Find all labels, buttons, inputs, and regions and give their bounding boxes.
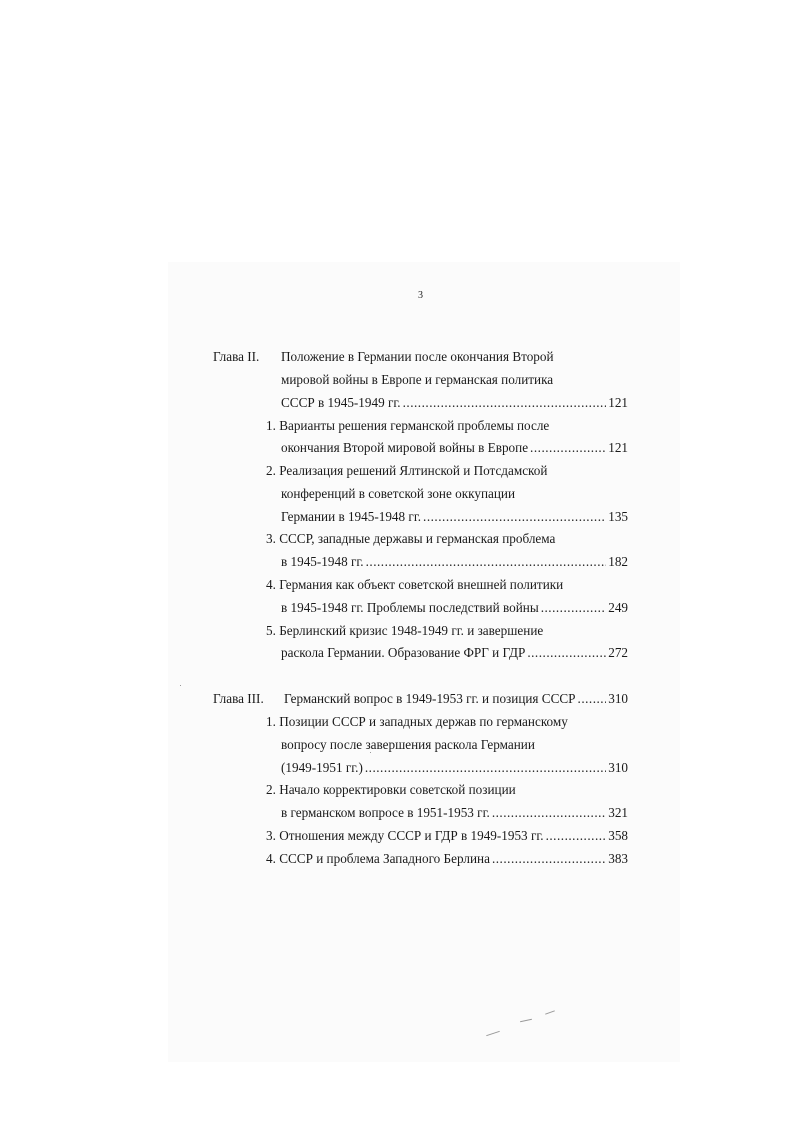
page-ref: 121 [608, 395, 628, 410]
chapter-title-line: Положение в Германии после окончания Второй [281, 349, 554, 364]
section-line: в германском вопросе в 1951-1953 гг. [281, 805, 490, 820]
toc-entry [266, 828, 628, 844]
toc-entry [281, 645, 628, 661]
leader-dots [541, 600, 607, 616]
page-ref: 272 [608, 645, 628, 660]
section-line: в 1945-1948 гг. [281, 554, 364, 569]
toc-entry [281, 554, 628, 570]
section-line: 2. Начало корректировки советской позиции [266, 782, 516, 797]
page-ref: 121 [608, 440, 628, 455]
leader-dots [423, 509, 606, 525]
section-line: раскола Германии. Образование ФРГ и ГДР [281, 645, 526, 660]
toc-entry [284, 691, 628, 707]
scan-mark [180, 685, 181, 686]
leader-dots [492, 851, 606, 867]
section-line: 1. Позиции СССР и западных держав по германскому [266, 714, 568, 729]
section-line: 5. Берлинский кризис 1948-1949 гг. и завершение [266, 623, 544, 638]
scan-mark [370, 752, 371, 753]
page-ref: 249 [608, 600, 628, 615]
leader-dots [578, 691, 607, 707]
page-ref: 383 [608, 851, 628, 866]
chapter-title-line: Германский вопрос в 1949-1953 гг. и позиция СССР [284, 691, 576, 706]
section-line: в 1945-1948 гг. Проблемы последствий войны [281, 600, 539, 615]
page-ref: 310 [608, 691, 628, 706]
leader-dots [366, 554, 607, 570]
section-line: Германии в 1945-1948 гг. [281, 509, 422, 524]
toc-entry [281, 395, 628, 411]
chapter-title-line: мировой войны в Европе и германская политика [281, 372, 554, 387]
toc-entry [281, 760, 628, 776]
toc-entry [266, 851, 628, 867]
chapter-label: Глава III. [213, 691, 264, 706]
leader-dots [492, 805, 606, 821]
toc-entry [281, 440, 628, 456]
section-line: 4. Германия как объект советской внешней политики [266, 577, 564, 592]
section-line: 4. СССР и проблема Западного Берлина [266, 851, 490, 866]
section-line: конференций в советской зоне оккупации [281, 486, 516, 501]
leader-dots [546, 828, 607, 844]
leader-dots [527, 645, 606, 661]
chapter-title-line: СССР в 1945-1949 гг. [281, 395, 401, 410]
section-line: (1949-1951 гг.) [281, 760, 363, 775]
section-line: 2. Реализация решений Ялтинской и Потсдамской [266, 463, 548, 478]
section-line: 3. СССР, западные державы и германская проблема [266, 531, 556, 546]
section-line: 3. Отношения между СССР и ГДР в 1949-1953 гг. [266, 828, 544, 843]
page-number: 3 [418, 290, 423, 301]
toc-entry [281, 509, 628, 525]
section-line: вопросу после завершения раскола Германии [281, 737, 535, 752]
page-ref: 310 [608, 760, 628, 775]
chapter-label: Глава II. [213, 349, 260, 364]
page-ref: 358 [608, 828, 628, 843]
page-ref: 321 [608, 805, 628, 820]
leader-dots [365, 760, 606, 776]
page-ref: 135 [608, 509, 628, 524]
toc-entry [281, 600, 628, 616]
leader-dots [403, 395, 607, 411]
section-line: окончания Второй мировой войны в Европе [281, 440, 529, 455]
page-ref: 182 [608, 554, 628, 569]
section-line: 1. Варианты решения германской проблемы после [266, 418, 550, 433]
toc-entry [281, 805, 628, 821]
leader-dots [530, 440, 606, 456]
